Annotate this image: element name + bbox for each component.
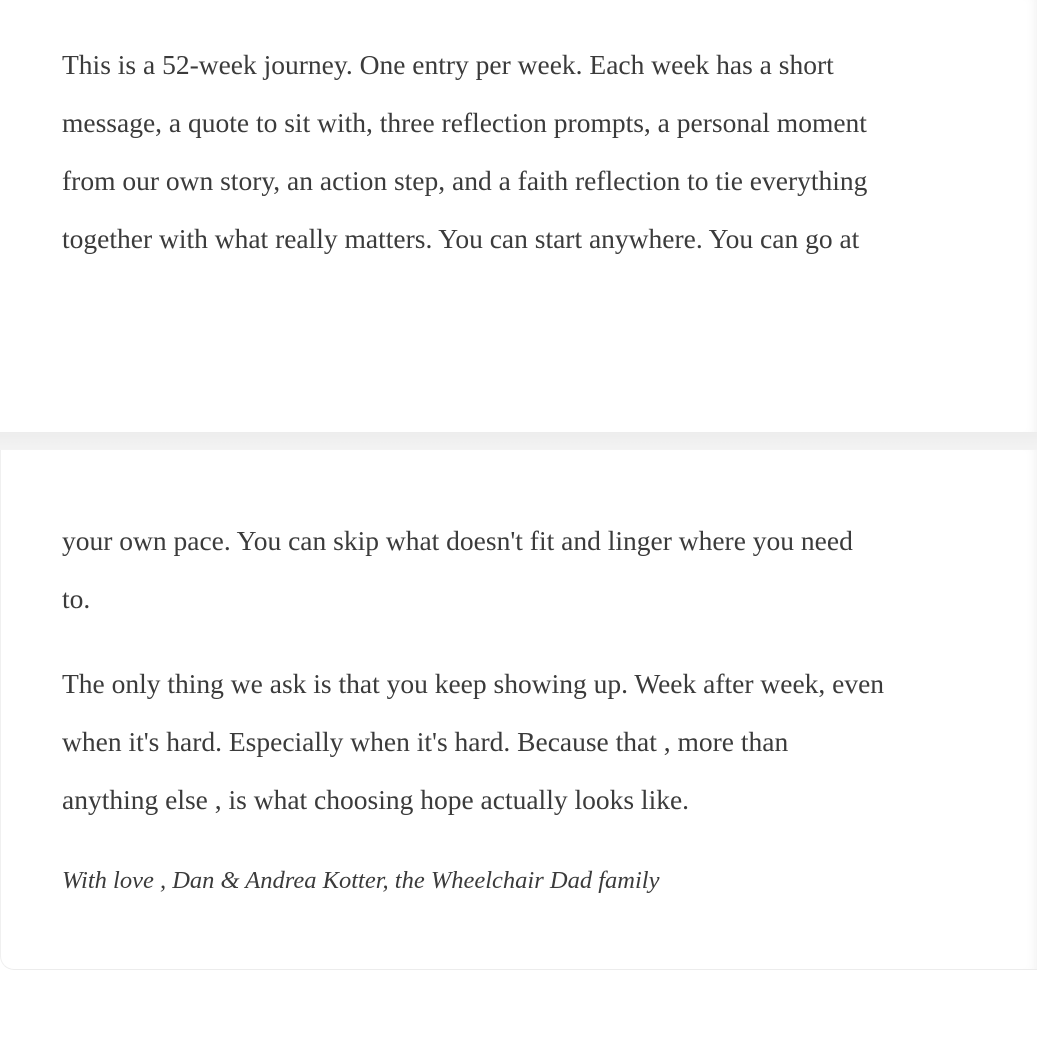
signature: With love , Dan & Andrea Kotter, the Wheelchair Dad family	[62, 867, 660, 894]
text-line: from our own story, an action step, and a faith reflection to tie everything	[62, 165, 868, 196]
closing-paragraph	[62, 655, 1012, 829]
text-line: when it's hard. Especially when it's hard. Because that , more than	[62, 726, 789, 757]
text-line: to.	[62, 583, 91, 614]
text-line: This is a 52-week journey. One entry per week. Each week has a short	[62, 49, 834, 80]
text-line: The only thing we ask is that you keep showing up. Week after week, even	[62, 668, 885, 699]
text-line: your own pace. You can skip what doesn't fit and linger where you need	[62, 525, 853, 556]
page-divider	[0, 432, 1037, 450]
text-line: together with what really matters. You can start anywhere. You can go at	[62, 223, 860, 254]
continuation-paragraph	[62, 512, 1012, 628]
intro-paragraph	[62, 36, 1012, 268]
text-line: anything else , is what choosing hope actually looks like.	[62, 784, 690, 815]
text-line: message, a quote to sit with, three reflection prompts, a personal moment	[62, 107, 867, 138]
